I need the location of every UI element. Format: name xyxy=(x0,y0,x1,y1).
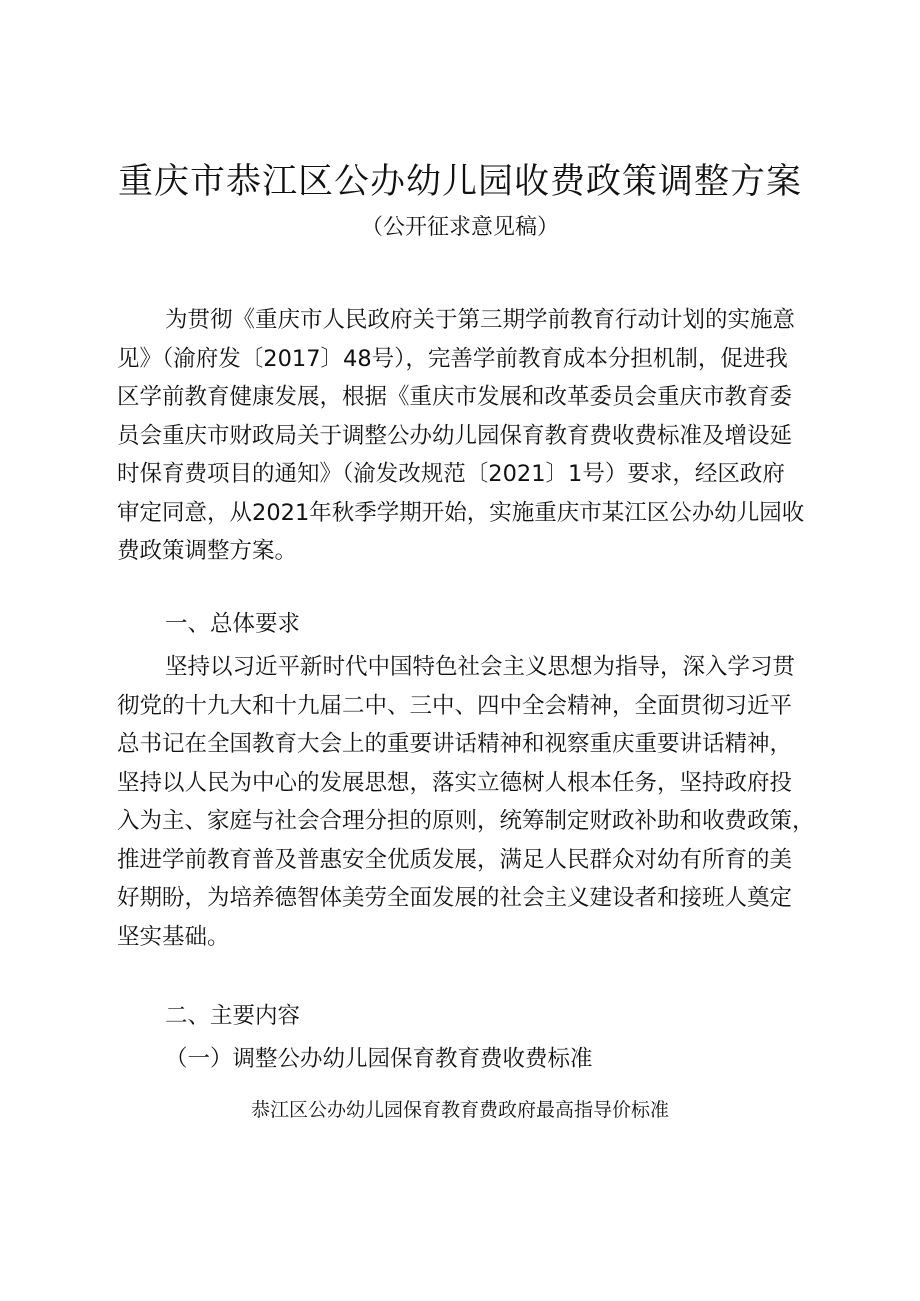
table-caption: 恭江区公办幼儿园保育教育费政府最高指导价标准 xyxy=(250,1099,669,1121)
subsection1-heading: （一）调整公办幼儿园保育教育费收费标准 xyxy=(165,1046,593,1072)
section1-heading: 一、总体要求 xyxy=(165,611,301,637)
section1-paragraph xyxy=(117,648,817,956)
document-subtitle: （公开征求意见稿） xyxy=(360,215,559,240)
intro-line: 区学前教育健康发展，根据《重庆市发展和改革委员会重庆市教育委 xyxy=(117,384,793,410)
intro-line: 为贯彻《重庆市人民政府关于第三期学前教育行动计划的实施意 xyxy=(165,307,796,333)
intro-line: 费政策调整方案。 xyxy=(117,538,298,564)
intro-line: 时保育费项目的通知》（渝发改规范〔2021〕1号）要求，经区政府 xyxy=(117,461,785,487)
section2-heading: 二、主要内容 xyxy=(165,1003,301,1029)
subsection1-heading-block xyxy=(117,1040,817,1079)
section1-line: 坚实基础。 xyxy=(117,923,230,950)
section1-line: 总书记在全国教育大会上的重要讲话精神和视察重庆重要讲话精神， xyxy=(117,731,793,757)
intro-line: 审定同意，从2021年秋季学期开始，实施重庆市某江区公办幼儿园收 xyxy=(117,499,805,526)
intro-line: 见》（渝府发〔2017〕48号），完善学前教育成本分担机制，促进我 xyxy=(117,345,788,372)
document-title: 重庆市恭江区公办幼儿园收费政策调整方案 xyxy=(117,162,802,202)
section1-line: 推进学前教育普及普惠安全优质发展，满足人民群众对幼有所育的美 xyxy=(117,846,793,873)
section1-line: 坚持以习近平新时代中国特色社会主义思想为指导，深入学习贯 xyxy=(165,654,796,680)
section1-line: 入为主、家庭与社会合理分担的原则，统筹制定财政补助和收费政策， xyxy=(117,808,815,834)
intro-paragraph xyxy=(117,301,817,571)
section1-line: 彻党的十九大和十九届二中、三中、四中全会精神，全面贯彻习近平 xyxy=(117,692,793,719)
section2-heading-block xyxy=(117,997,817,1036)
section1-heading-block xyxy=(117,605,817,644)
intro-line: 员会重庆市财政局关于调整公办幼儿园保育教育费收费标准及增设延 xyxy=(117,422,793,449)
section1-line: 好期盼，为培养德智体美劳全面发展的社会主义建设者和接班人奠定 xyxy=(117,885,793,911)
section1-line: 坚持以人民为中心的发展思想，落实立德树人根本任务，坚持政府投 xyxy=(117,769,793,796)
